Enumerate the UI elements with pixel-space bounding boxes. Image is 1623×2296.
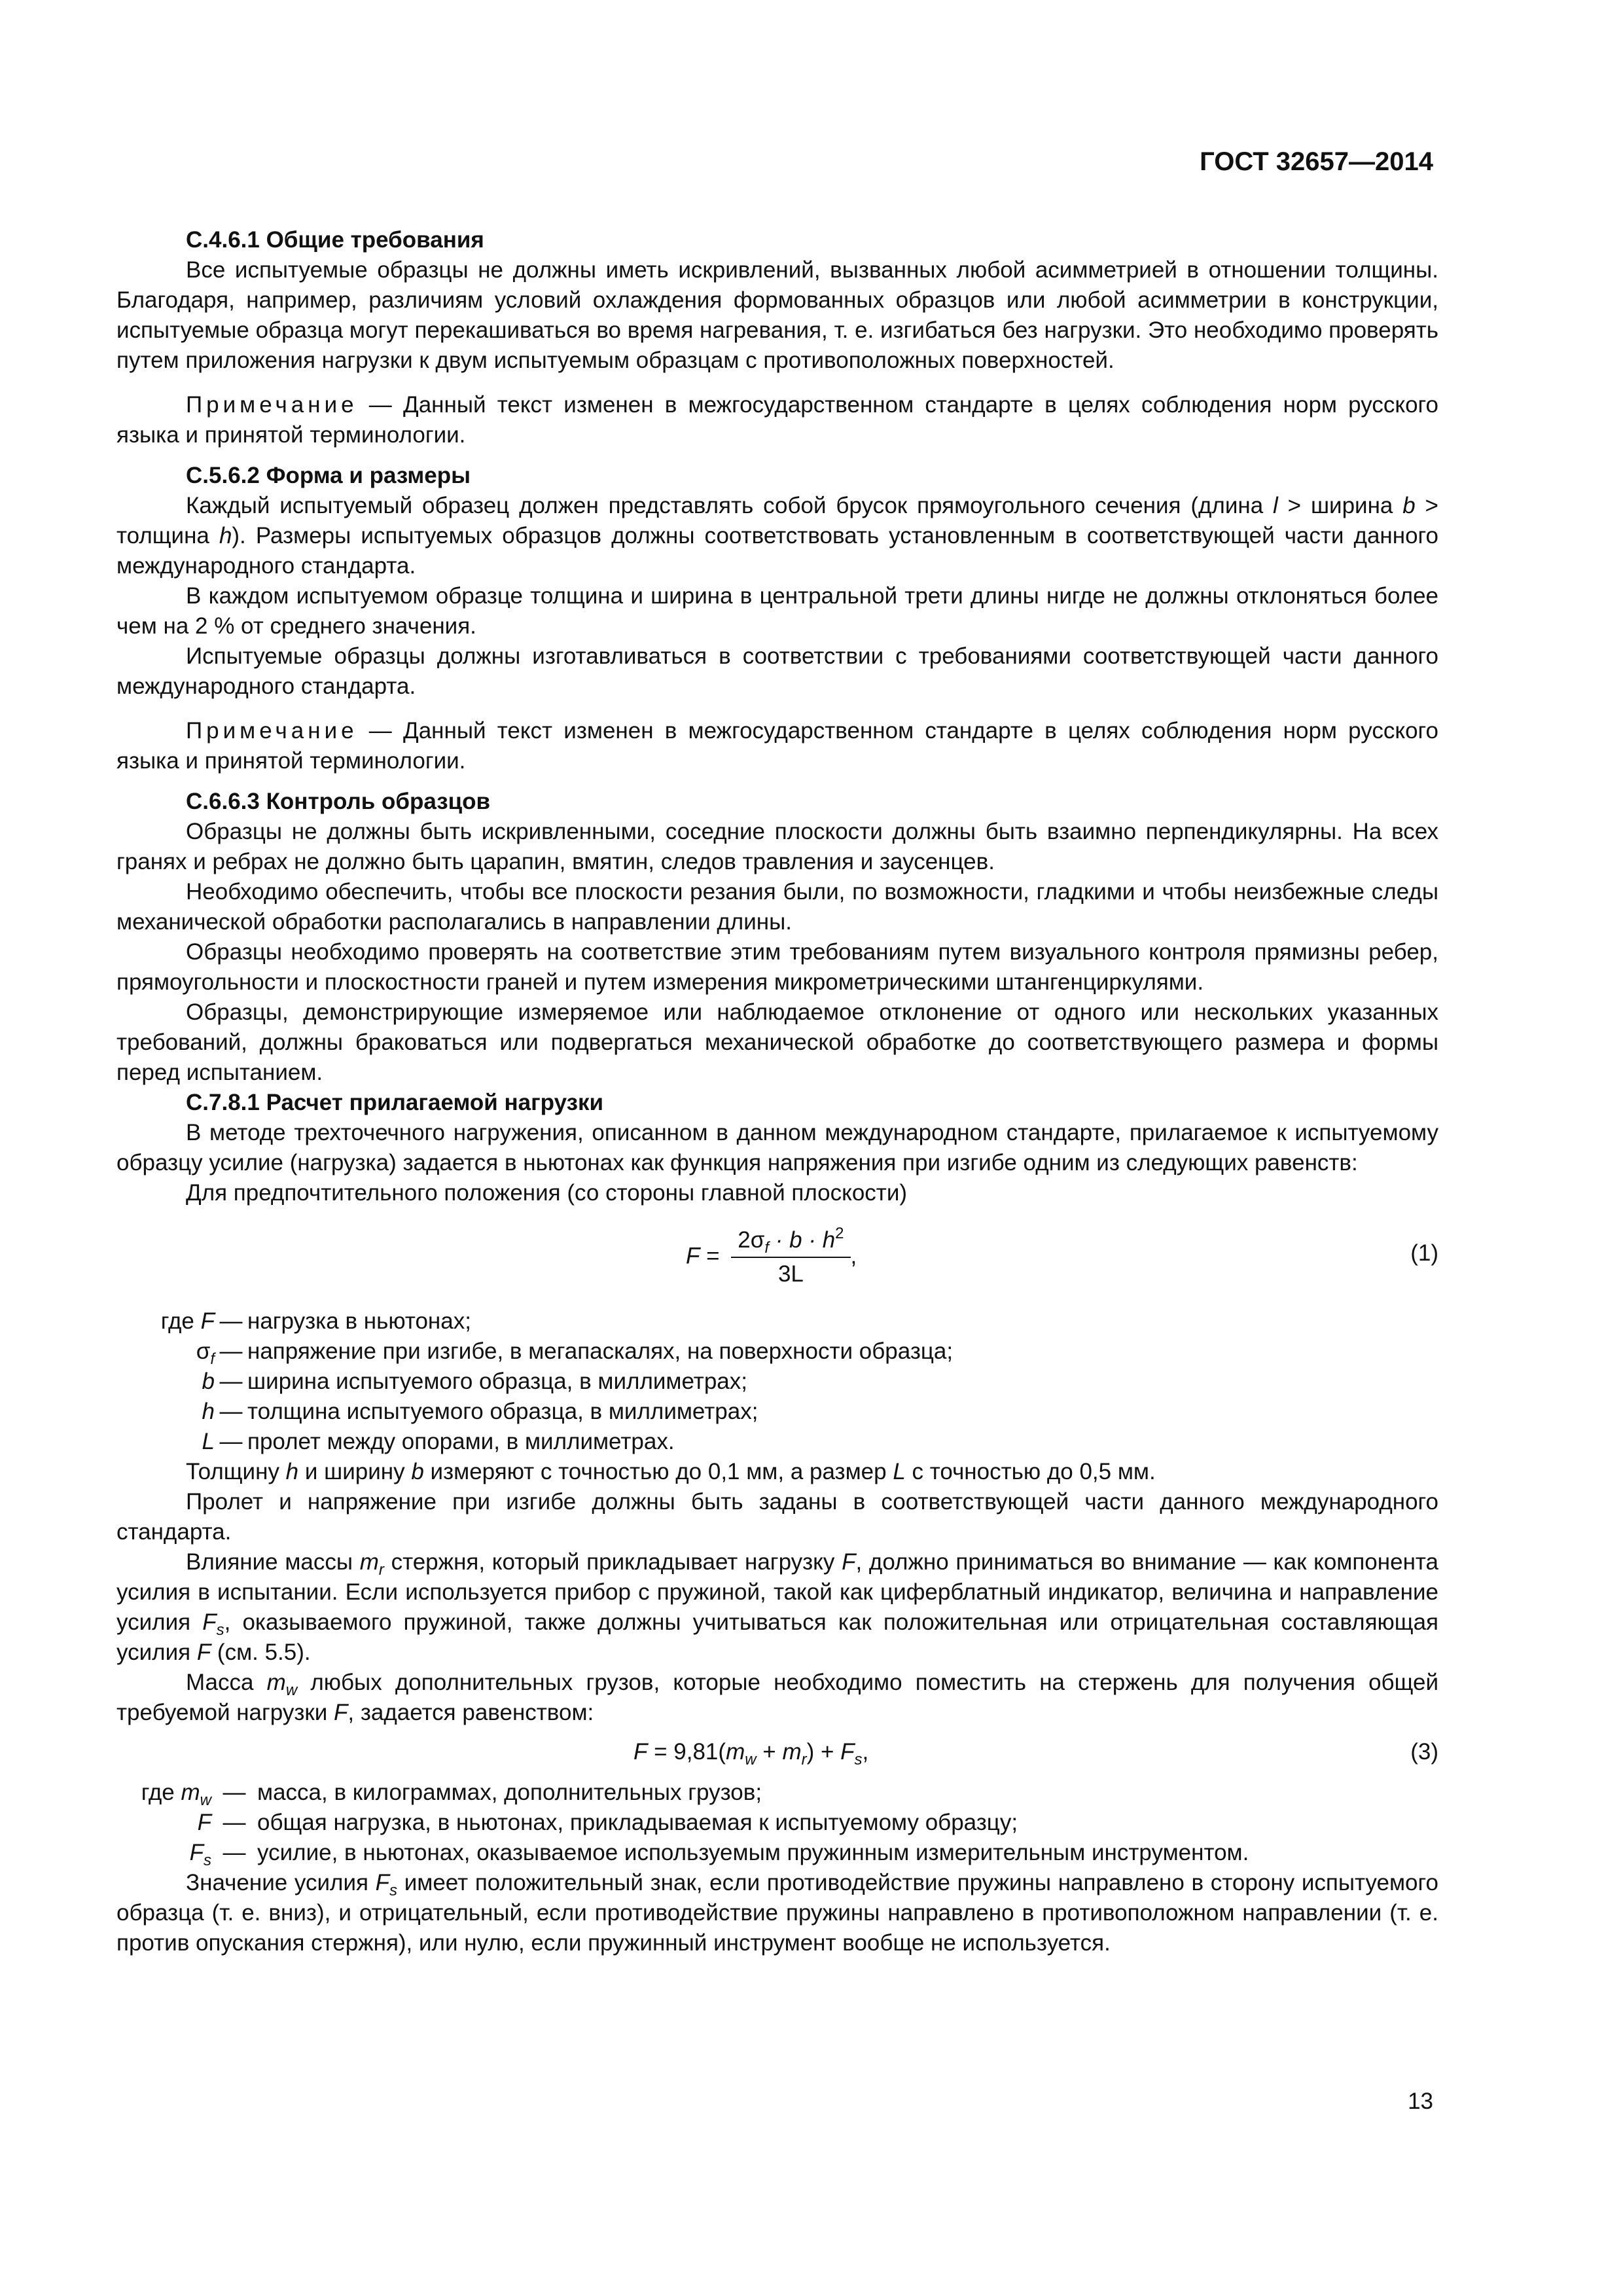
section-heading-c781: С.7.8.1 Расчет прилагаемой нагрузки bbox=[186, 1090, 604, 1115]
formula-lhs: F bbox=[686, 1243, 700, 1269]
definition-dash: — bbox=[219, 1338, 243, 1364]
text-run: > толщина bbox=[116, 493, 1438, 548]
definition-dash: — bbox=[219, 1399, 243, 1424]
var-sub: r bbox=[378, 1561, 384, 1579]
definition-prefix: где bbox=[141, 1780, 181, 1805]
var-f: F bbox=[842, 1549, 856, 1575]
text-run: измеряют с точностью до 0,1 мм, а размер bbox=[423, 1459, 893, 1484]
symbol: h bbox=[202, 1399, 215, 1424]
text-run: Значение усилия bbox=[186, 1870, 376, 1895]
symbol: F bbox=[189, 1840, 204, 1865]
formula-lhs: F bbox=[633, 1739, 648, 1765]
formula-number: (1) bbox=[1410, 1240, 1438, 1266]
symbol-subscript: f bbox=[210, 1350, 215, 1368]
symbol: L bbox=[202, 1429, 215, 1454]
text-run: стержня, который прикладывает нагрузку bbox=[383, 1549, 842, 1575]
definition-symbol bbox=[116, 1397, 215, 1427]
var-f: F bbox=[196, 1640, 211, 1665]
section-heading-c461: С.4.6.1 Общие требования bbox=[186, 227, 484, 253]
definition-row bbox=[116, 1778, 1438, 1808]
num-sup: 2 bbox=[835, 1225, 844, 1242]
note bbox=[116, 716, 1438, 776]
definition-dash: — bbox=[223, 1780, 246, 1805]
section-heading-c562: С.5.6.2 Форма и размеры bbox=[186, 463, 471, 488]
paragraph: Испытуемые образцы должны изготавливаться в соответствии с требованиями соответствующей части данного международного стандарта. bbox=[116, 643, 1438, 699]
note-label: Примечание bbox=[186, 718, 358, 744]
fraction-denominator: 3L bbox=[777, 1261, 804, 1287]
text-run: > ширина bbox=[1277, 493, 1403, 518]
text-run: с точностью до 0,5 мм. bbox=[905, 1459, 1156, 1484]
definition-row bbox=[116, 1808, 1438, 1838]
definition-dash: — bbox=[219, 1369, 243, 1394]
definition-text: толщина испытуемого образца, в миллиметрах; bbox=[247, 1399, 758, 1424]
definition-row bbox=[116, 1367, 1438, 1397]
text-run: имеет положительный знак, если противодействие пружины направлено в сторону испытуемого образца (т. е. вниз), и отрицательный, если противодействие пружины направлено в противоположном направлении (т. е. против опускания стержня), или нулю, если пружинный инструмент вообще не используется. bbox=[116, 1870, 1438, 1956]
page-number: 13 bbox=[1408, 2089, 1433, 2114]
formula-3-expression bbox=[633, 1737, 868, 1767]
symbol-subscript: s bbox=[204, 1852, 211, 1869]
definition-row bbox=[116, 1427, 1438, 1457]
var-sub: r bbox=[801, 1751, 807, 1768]
paragraph: Все испытуемые образцы не должны иметь искривлений, вызванных любой асимметрией в отношении толщины. Благодаря, например, различиям условий охлаждения формованных образцов или любой асимметрии в конструкции, испытуемые образца могут перекашиваться во время нагревания, т. е. изгибаться без нагрузки. Это необходимо проверять путем приложения нагрузки к двум испытуемым образцам с противоположных поверхностей. bbox=[116, 257, 1438, 373]
definition-text: масса, в килограммах, дополнительных грузов; bbox=[257, 1780, 762, 1805]
fraction-numerator bbox=[731, 1225, 850, 1258]
text-run: Каждый испытуемый образец должен представлять собой брусок прямоугольного сечения (длина bbox=[186, 493, 1274, 518]
text-run: (см. 5.5). bbox=[211, 1640, 311, 1665]
symbol: b bbox=[202, 1369, 215, 1394]
text-run: Влияние массы bbox=[186, 1549, 360, 1575]
text-run: Толщину bbox=[186, 1459, 286, 1484]
note bbox=[116, 390, 1438, 450]
definition-row bbox=[116, 1397, 1438, 1427]
text-run: , оказываемого пружиной, также должны учитываться как положительная или отрицательная составляющая усилия bbox=[116, 1609, 1438, 1665]
var-l: L bbox=[893, 1459, 906, 1484]
definition-symbol bbox=[116, 1306, 215, 1336]
var-m: m bbox=[782, 1739, 802, 1765]
definition-text: нагрузка в ньютонах; bbox=[247, 1308, 471, 1334]
definitions-list-1 bbox=[116, 1306, 1438, 1457]
definition-text: общая нагрузка, в ньютонах, прикладываемая к испытуемому образцу; bbox=[257, 1810, 1018, 1835]
var-m: m bbox=[359, 1549, 379, 1575]
paragraph: Образцы необходимо проверять на соответствие этим требованиям путем визуального контроля прямизны ребер, прямоугольности и плоскостности граней и путем измерения микрометрическими штангенциркулями. bbox=[116, 939, 1438, 995]
var-h: h bbox=[285, 1459, 299, 1484]
num-sub: f bbox=[764, 1239, 770, 1257]
text-run: ). Размеры испытуемых образцов должны соответствовать установленным в соответствующей части данного международного стандарта. bbox=[116, 523, 1438, 579]
definition-dash: — bbox=[223, 1810, 246, 1835]
paragraph: Образцы, демонстрирующие измеряемое или наблюдаемое отклонение от одного или нескольких указанных требований, должны браковаться или подвергаться механической обработке до соответствующего размера и формы перед испытанием. bbox=[116, 999, 1438, 1085]
text-run: , задается равенством: bbox=[348, 1700, 594, 1725]
var-f: F bbox=[334, 1700, 348, 1725]
var-m: m bbox=[266, 1670, 286, 1695]
formula-plus: + bbox=[756, 1739, 783, 1765]
var-sub: w bbox=[745, 1751, 757, 1768]
symbol: m bbox=[181, 1780, 200, 1805]
symbol-subscript: w bbox=[200, 1791, 211, 1809]
paragraph bbox=[116, 1668, 1438, 1728]
var-m: m bbox=[726, 1739, 745, 1765]
definitions-list-2 bbox=[116, 1778, 1438, 1868]
formula-comma: , bbox=[850, 1243, 857, 1269]
definition-row bbox=[116, 1838, 1438, 1868]
paragraph: Пролет и напряжение при изгибе должны быть заданы в соответствующей части данного международного стандарта. bbox=[116, 1489, 1438, 1545]
note-label: Примечание bbox=[186, 392, 358, 418]
paragraph: Необходимо обеспечить, чтобы все плоскости резания были, по возможности, гладкими и чтобы неизбежные следы механической обработки располагались в направлении длины. bbox=[116, 879, 1438, 935]
var-f: F bbox=[202, 1609, 217, 1635]
document-body bbox=[116, 225, 1438, 1958]
paragraph bbox=[116, 1547, 1438, 1668]
var-f: F bbox=[840, 1739, 855, 1765]
var-sub: s bbox=[389, 1882, 398, 1899]
note-text: — Данный текст изменен в межгосударственном стандарте в целях соблюдения норм русского языка и принятой терминологии. bbox=[116, 718, 1438, 774]
symbol: F bbox=[197, 1810, 211, 1835]
formula-1 bbox=[116, 1215, 1438, 1296]
formula-3 bbox=[116, 1733, 1438, 1772]
symbol: F bbox=[200, 1308, 215, 1334]
definition-symbol bbox=[116, 1778, 211, 1808]
num-sigma: 2σ bbox=[738, 1227, 765, 1253]
num-rest: · b · h bbox=[769, 1227, 836, 1253]
paragraph bbox=[116, 1868, 1438, 1958]
definition-symbol bbox=[116, 1336, 215, 1367]
definition-text: усилие, в ньютонах, оказываемое используемым пружинным измерительным инструментом. bbox=[257, 1840, 1249, 1865]
definition-dash: — bbox=[223, 1840, 246, 1865]
var-h: h bbox=[219, 523, 232, 548]
definition-symbol bbox=[116, 1838, 211, 1868]
definition-dash: — bbox=[219, 1429, 243, 1454]
paragraph bbox=[116, 1457, 1438, 1487]
var-sub: s bbox=[216, 1621, 224, 1639]
definition-row bbox=[116, 1306, 1438, 1336]
var-sub: w bbox=[285, 1681, 298, 1699]
var-b: b bbox=[411, 1459, 424, 1484]
text-run: Масса bbox=[186, 1670, 267, 1695]
definition-symbol bbox=[116, 1808, 211, 1838]
formula-close: ) + bbox=[806, 1739, 841, 1765]
definition-symbol bbox=[116, 1427, 215, 1457]
note-text: — Данный текст изменен в межгосударственном стандарте в целях соблюдения норм русского языка и принятой терминологии. bbox=[116, 392, 1438, 448]
paragraph bbox=[116, 491, 1438, 581]
text-run: , должно приниматься во внимание — как компонента усилия в испытании. Если используется прибор с пружиной, такой как циферблатный индикатор, величина и направление усилия bbox=[116, 1549, 1438, 1635]
var-b: b bbox=[1402, 493, 1416, 518]
definition-text: пролет между опорами, в миллиметрах. bbox=[247, 1429, 675, 1454]
formula-number: (3) bbox=[1410, 1739, 1438, 1765]
var-l: l bbox=[1273, 493, 1278, 518]
var-f: F bbox=[375, 1870, 390, 1895]
formula-eq: = bbox=[700, 1243, 726, 1269]
definition-symbol bbox=[116, 1367, 215, 1397]
definition-text: напряжение при изгибе, в мегапаскалях, на поверхности образца; bbox=[247, 1338, 954, 1364]
section-heading-c663: С.6.6.3 Контроль образцов bbox=[186, 789, 491, 814]
paragraph: В каждом испытуемом образце толщина и ширина в центральной трети длины нигде не должны отклоняться более чем на 2 % от среднего значения. bbox=[116, 583, 1438, 639]
paragraph: Для предпочтительного положения (со стороны главной плоскости) bbox=[186, 1180, 908, 1206]
standard-header: ГОСТ 32657—2014 bbox=[1200, 147, 1433, 176]
formula-comma: , bbox=[862, 1739, 869, 1765]
symbol: σ bbox=[196, 1338, 211, 1364]
var-sub: s bbox=[854, 1751, 863, 1768]
formula-eq: = 9,81( bbox=[647, 1739, 726, 1765]
formula-fraction bbox=[731, 1225, 850, 1289]
paragraph: Образцы не должны быть искривленными, соседние плоскости должны быть взаимно перпендикулярны. На всех гранях и ребрах не должно быть царапин, вмятин, следов травления и заусенцев. bbox=[116, 819, 1438, 874]
text-run: и ширину bbox=[298, 1459, 412, 1484]
definition-dash: — bbox=[219, 1308, 243, 1334]
definition-row bbox=[116, 1336, 1438, 1367]
text-run: любых дополнительных грузов, которые необходимо поместить на стержень для получения общей требуемой нагрузки bbox=[116, 1670, 1439, 1725]
formula-1-expression bbox=[686, 1225, 857, 1289]
definition-text: ширина испытуемого образца, в миллиметрах; bbox=[247, 1369, 747, 1394]
definition-prefix: где bbox=[160, 1308, 201, 1334]
paragraph: В методе трехточечного нагружения, описанном в данном международном стандарте, прилагаемое к испытуемому образцу усилие (нагрузка) задается в ньютонах как функция напряжения при изгибе одним из следующих равенств: bbox=[116, 1120, 1438, 1175]
